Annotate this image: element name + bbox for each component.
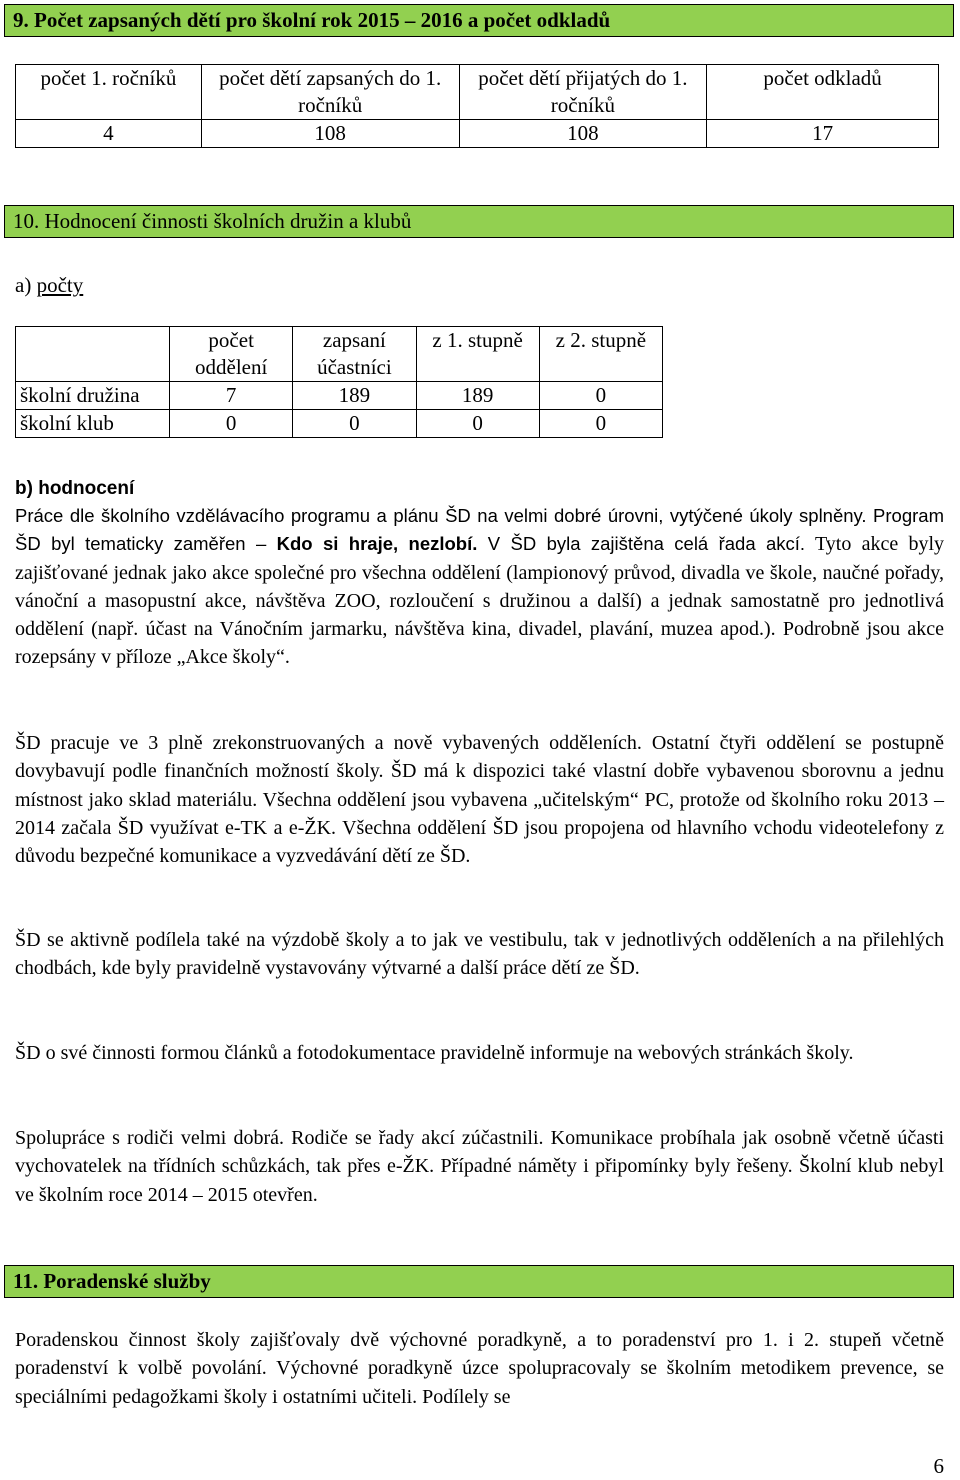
table-cell: 0 — [539, 382, 662, 410]
section-11-heading: 11. Poradenské služby — [4, 1265, 954, 1298]
table-header-cell: počet odkladů — [707, 65, 939, 120]
table-header-cell: zapsaní účastníci — [293, 327, 416, 382]
table-cell: 0 — [416, 410, 539, 438]
table-cell: 0 — [293, 410, 416, 438]
table-header-cell: z 1. stupně — [416, 327, 539, 382]
table-header-cell: počet oddělení — [170, 327, 293, 382]
table-cell: školní klub — [16, 410, 170, 438]
subsection-a-label — [15, 272, 83, 298]
enrollment-table — [15, 64, 939, 148]
subsection-a-text: a) počty — [15, 273, 84, 297]
table-header-cell: počet 1. ročníků — [16, 65, 202, 120]
table-cell: 0 — [170, 410, 293, 438]
paragraph-decoration: ŠD se aktivně podílela také na výzdobě školy a to jak ve vestibulu, tak v jednotlivých odděleních a na přilehlých chodbách, kde byly pravidelně vystavovány výtvarné a další práce dětí ze ŠD. — [15, 929, 944, 980]
table-cell: 7 — [170, 382, 293, 410]
program-motto: Kdo si hraje, nezlobí. — [276, 533, 478, 555]
table-header-cell — [16, 327, 170, 382]
table-header-cell: z 2. stupně — [539, 327, 662, 382]
section-9-heading: 9. Počet zapsaných dětí pro školní rok 2015 – 2016 a počet odkladů — [4, 4, 954, 37]
table-cell: 189 — [293, 382, 416, 410]
table-cell: 17 — [707, 120, 939, 148]
table-cell: 108 — [459, 120, 707, 148]
table-row — [16, 120, 939, 148]
table-cell: školní družina — [16, 382, 170, 410]
club-table — [15, 326, 663, 438]
table-cell: 189 — [416, 382, 539, 410]
table-header-cell: počet dětí zapsaných do 1. ročníků — [201, 65, 459, 120]
table-header-row — [16, 65, 939, 120]
table-header-cell: počet dětí přijatých do 1. ročníků — [459, 65, 707, 120]
table-cell: 108 — [201, 120, 459, 148]
table-header-row — [16, 327, 663, 382]
paragraph-parents: Spolupráce s rodiči velmi dobrá. Rodiče se řady akcí zúčastnili. Komunikace probíhala jak osobně včetně účasti vychovatelek na třídních schůzkách, tak přes e-ŽK. Případné náměty i připomínky byly řešeny. Školní klub nebyl ve školním roce 2014 – 2015 otevřen. — [15, 1127, 944, 1206]
table-row — [16, 410, 663, 438]
page-number: 6 — [933, 1454, 944, 1478]
paragraph-text: Tyto akce byly zajišťované jednak jako akce společné pro všechna oddělení (lampionový průvod, divadla ve škole, naučné pořady, vánoční a masopustní akce, návštěva ZOO, rozloučení s družinou a další) a jednak samostatně pro jednotlivá oddělení (např. účast na Vánočním jarmarku, návštěva kina, divadel, plavání, muzea apod.). Podrobně jsou akce rozepsány v příloze „Akce školy“. — [15, 533, 944, 669]
paragraph-activities — [15, 502, 944, 672]
paragraph-text: V ŠD byla zajištěna celá řada akcí. — [477, 533, 806, 555]
paragraph-equipment: ŠD pracuje ve 3 plně zrekonstruovaných a nově vybavených odděleních. Ostatní čtyři oddělení se postupně dovybavují podle finančních možností školy. ŠD má k dispozici také vlastní dobře vybavenou sborovnu a jednu místnost jako sklad materiálu. Všechna oddělení jsou vybavena „učitelským“ PC, protože od školního roku 2013 – 2014 začala ŠD využívat e-TK a e-ŽK. Všechna oddělení ŠD jsou propojena od hlavního vchodu videotelefony z důvodu bezpečné komunikace a vyzvedávání dětí ze ŠD. — [15, 732, 944, 868]
paragraph-counseling: Poradenskou činnost školy zajišťovaly dvě výchovné poradkyně, a to poradenství pro 1. i 2. stupeň včetně poradenství k volbě povolání. Výchovné poradkyně úzce spolupracovaly se školním metodikem prevence, se speciálními pedagožkami školy i ostatními učiteli. Podílely se — [15, 1329, 944, 1408]
subsection-b-label: b) hodnocení — [15, 478, 135, 499]
table-cell: 0 — [539, 410, 662, 438]
paragraph-text: Práce dle školního vzdělávacího programu a plánu ŠD na velmi dobré úrovni, vytýčené úkoly splněny. Program ŠD byl tematicky zaměřen – — [15, 505, 944, 555]
section-10-heading: 10. Hodnocení činnosti školních družin a klubů — [4, 205, 954, 238]
table-row — [16, 382, 663, 410]
table-cell: 4 — [16, 120, 202, 148]
paragraph-web: ŠD o své činnosti formou článků a fotodokumentace pravidelně informuje na webových stránkách školy. — [15, 1042, 854, 1064]
